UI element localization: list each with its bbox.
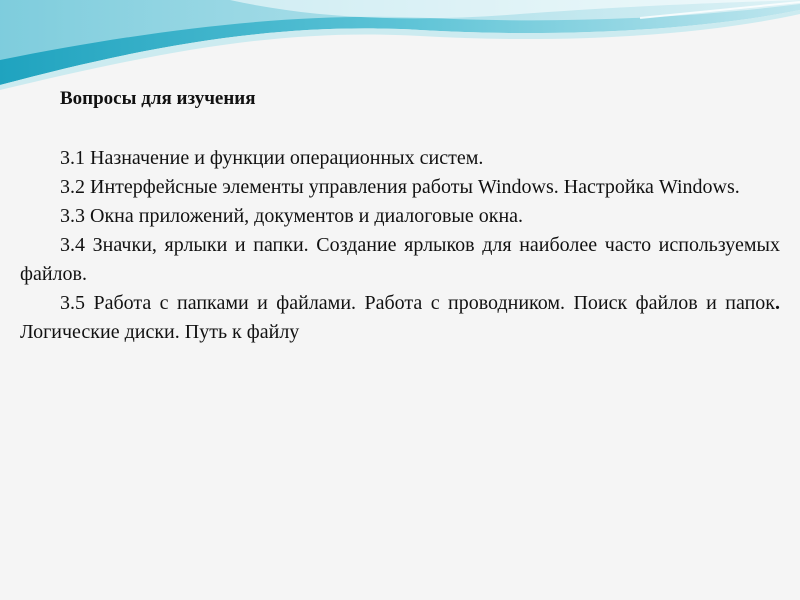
list-item-text-part: Логические диски. Путь к файлу [20,321,300,343]
list-item-bold-dot: . [775,292,780,314]
spacer [20,112,780,144]
list-item: 3.3 Окна приложений, документов и диалоговые окна. [60,205,524,227]
slide-title: Вопросы для изучения [60,88,256,109]
list-item [20,289,780,347]
slide-content [20,86,780,347]
list-item: 3.2 Интерфейсные элементы управления работы Windows. Настройка Windows. [60,176,740,198]
list-item: 3.4 Значки, ярлыки и папки. Создание ярлыков для наиболее часто используемых файлов. [20,234,780,285]
list-item-text-part: 3.5 Работа с папками и файлами. Работа с проводником. Поиск файлов и папок [60,292,775,314]
decorative-wave-header [0,0,800,90]
list-item: 3.1 Назначение и функции операционных систем. [60,147,484,169]
